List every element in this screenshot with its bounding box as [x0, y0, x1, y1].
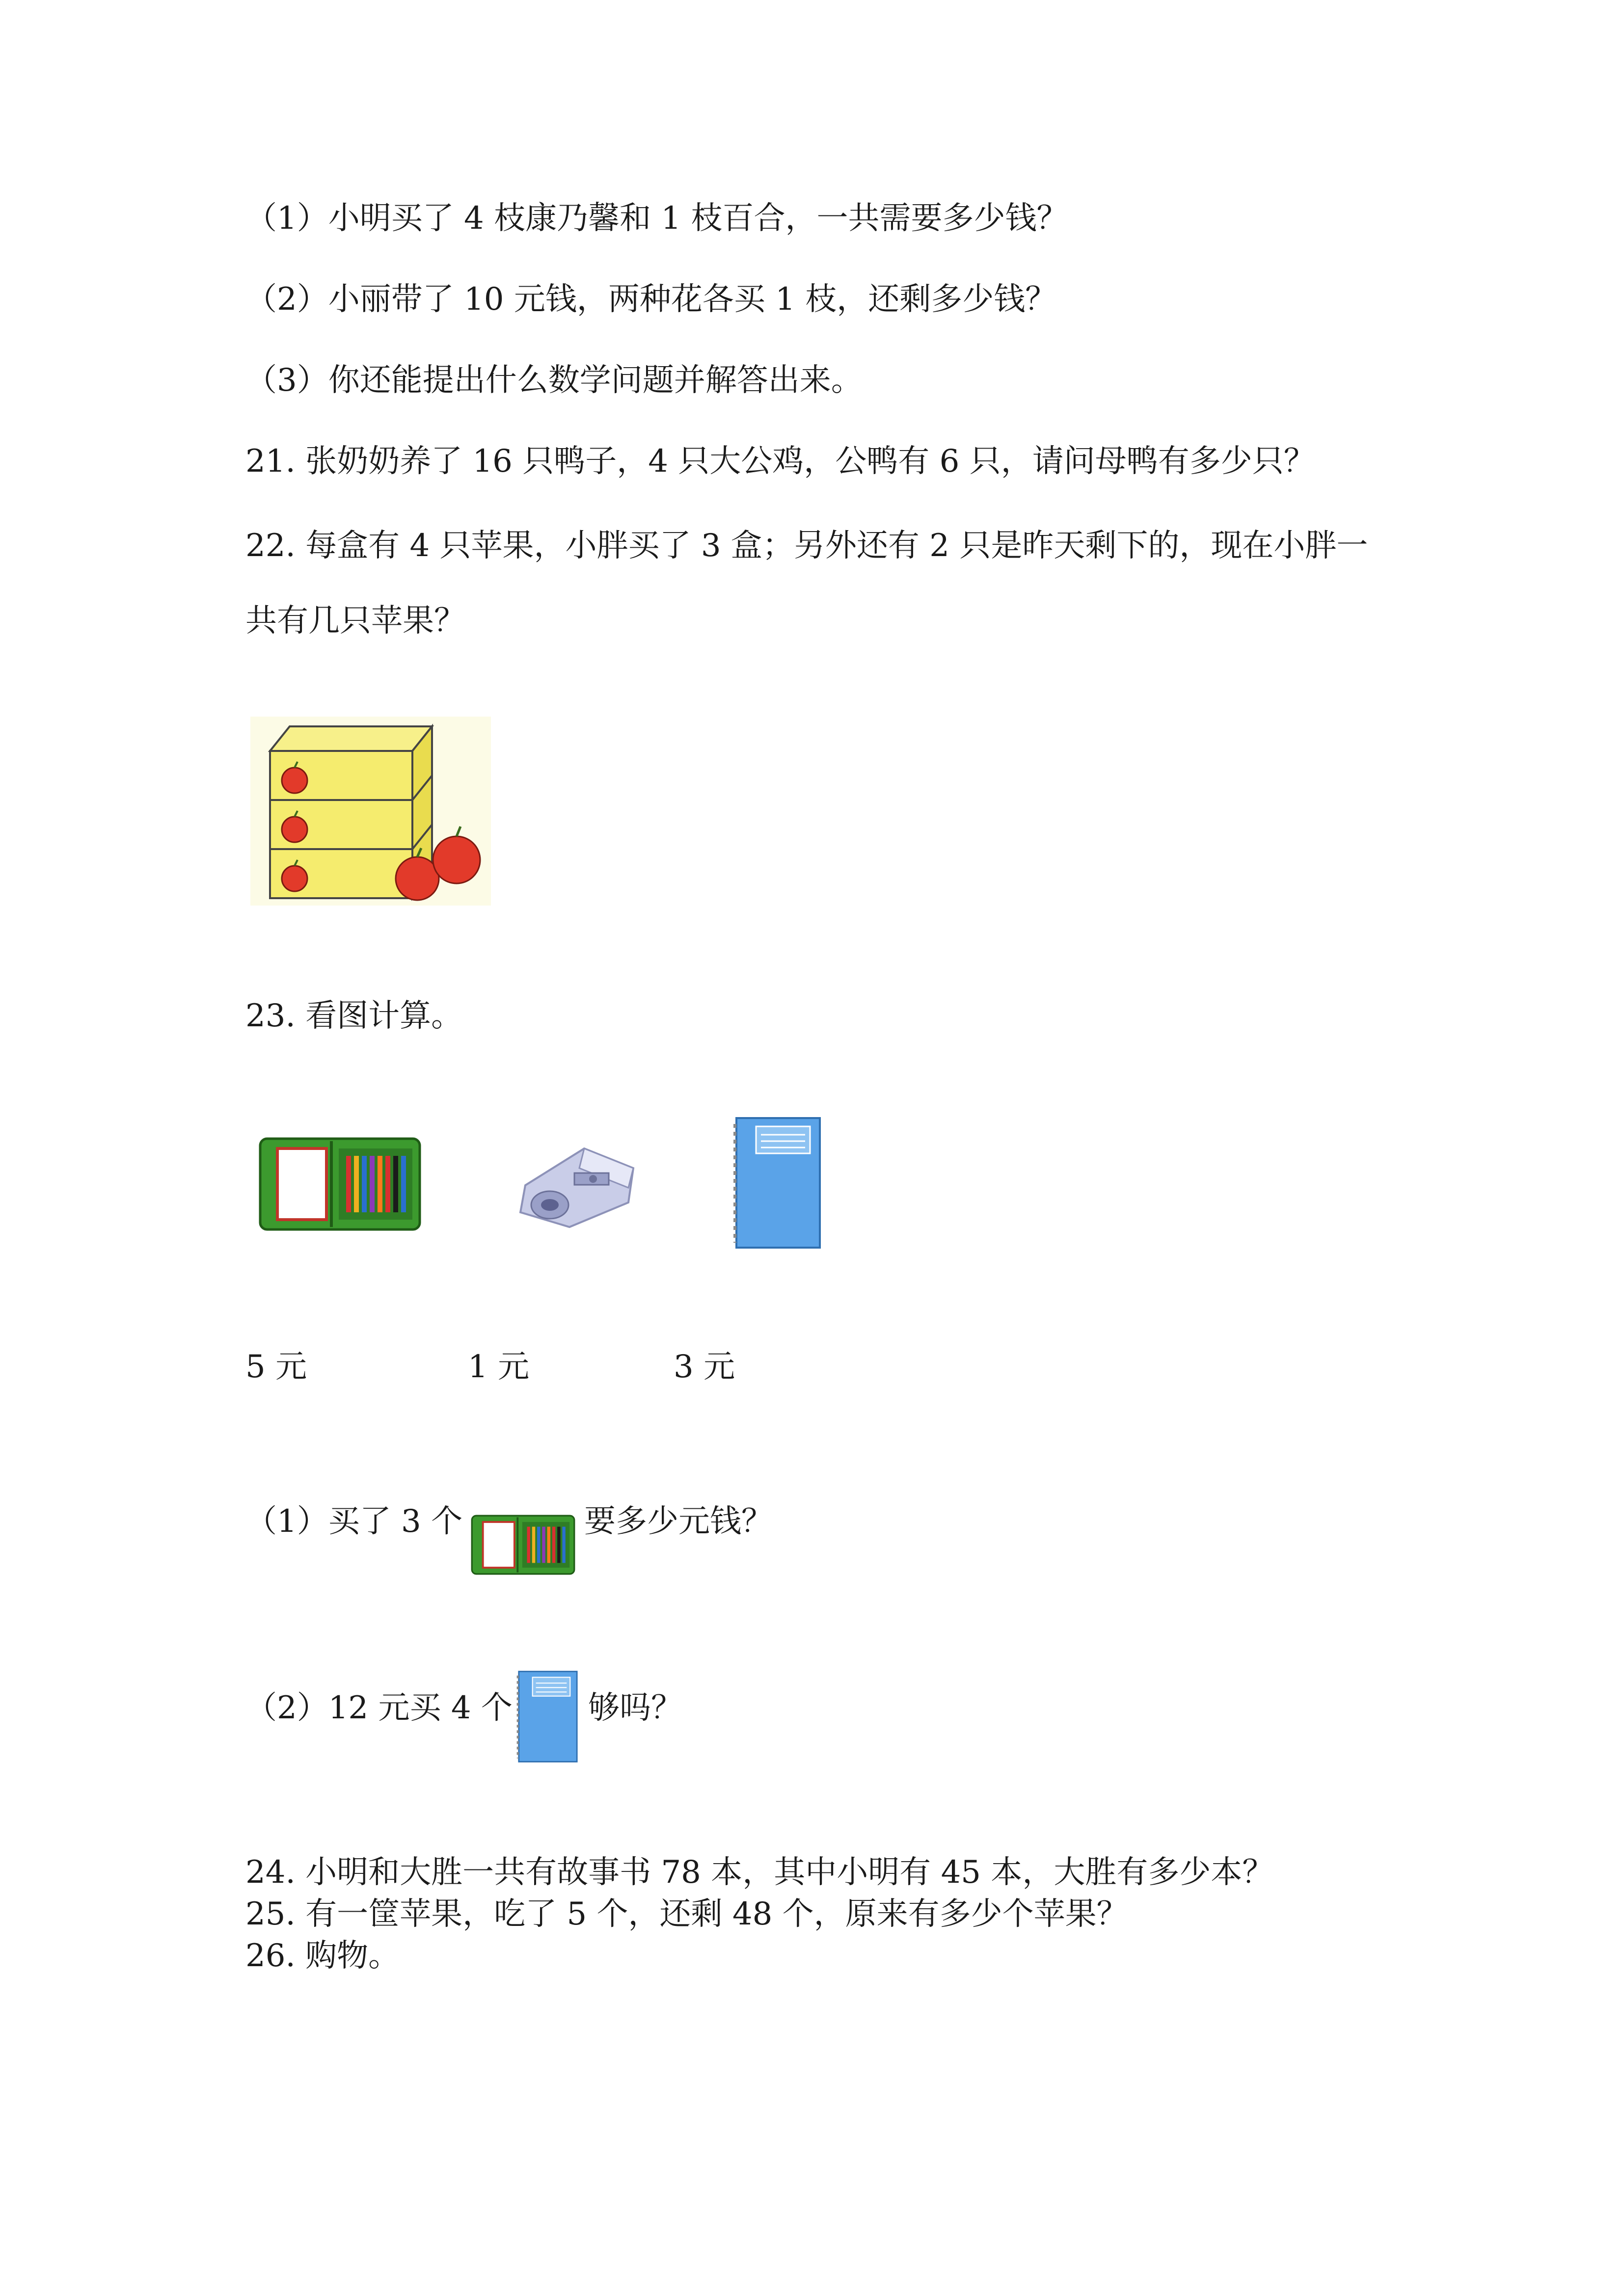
q23-title: 23. 看图计算。 [245, 998, 463, 1034]
price-notebook: 3 元 [674, 1349, 735, 1385]
q20-sub2: （2）小丽带了 10 元钱，两种花各买 1 枝，还剩多少钱？ [245, 281, 1057, 318]
pencil-case-icon [258, 1134, 422, 1234]
apple-boxes-icon [250, 717, 491, 906]
pencil-case-icon [470, 1512, 576, 1578]
q23-sub1-suffix: 要多少元钱？ [584, 1503, 773, 1540]
q20-sub3: （3）你还能提出什么数学问题并解答出来。 [245, 362, 863, 399]
q20-sub1: （1）小明买了 4 枝康乃馨和 1 枝百合，一共需要多少钱？ [245, 200, 1068, 237]
q26-text: 26. 购物。 [245, 1938, 400, 1974]
price-sharpener: 1 元 [468, 1349, 530, 1385]
q21-text: 21. 张奶奶养了 16 只鸭子，4 只大公鸡，公鸭有 6 只，请问母鸭有多少只？ [245, 443, 1315, 480]
sharpener-icon [511, 1139, 643, 1232]
q23-sub1-prefix: （1）买了 3 个 [245, 1503, 463, 1540]
q23-sub2-suffix: 够吗？ [588, 1690, 682, 1726]
q24-text: 24. 小明和大胜一共有故事书 78 本，其中小明有 45 本，大胜有多少本？ [245, 1854, 1274, 1891]
notebook-icon [729, 1114, 822, 1252]
notebook-icon [511, 1669, 582, 1764]
price-pencil-case: 5 元 [245, 1349, 307, 1385]
q23-sub2-prefix: （2）12 元买 4 个 [245, 1690, 513, 1726]
q22-line1: 22. 每盒有 4 只苹果，小胖买了 3 盒；另外还有 2 只是昨天剩下的，现在小胖一 [245, 528, 1368, 564]
q25-text: 25. 有一筐苹果，吃了 5 个，还剩 48 个，原来有多少个苹果？ [245, 1896, 1128, 1932]
q22-line2: 共有几只苹果？ [245, 603, 465, 639]
